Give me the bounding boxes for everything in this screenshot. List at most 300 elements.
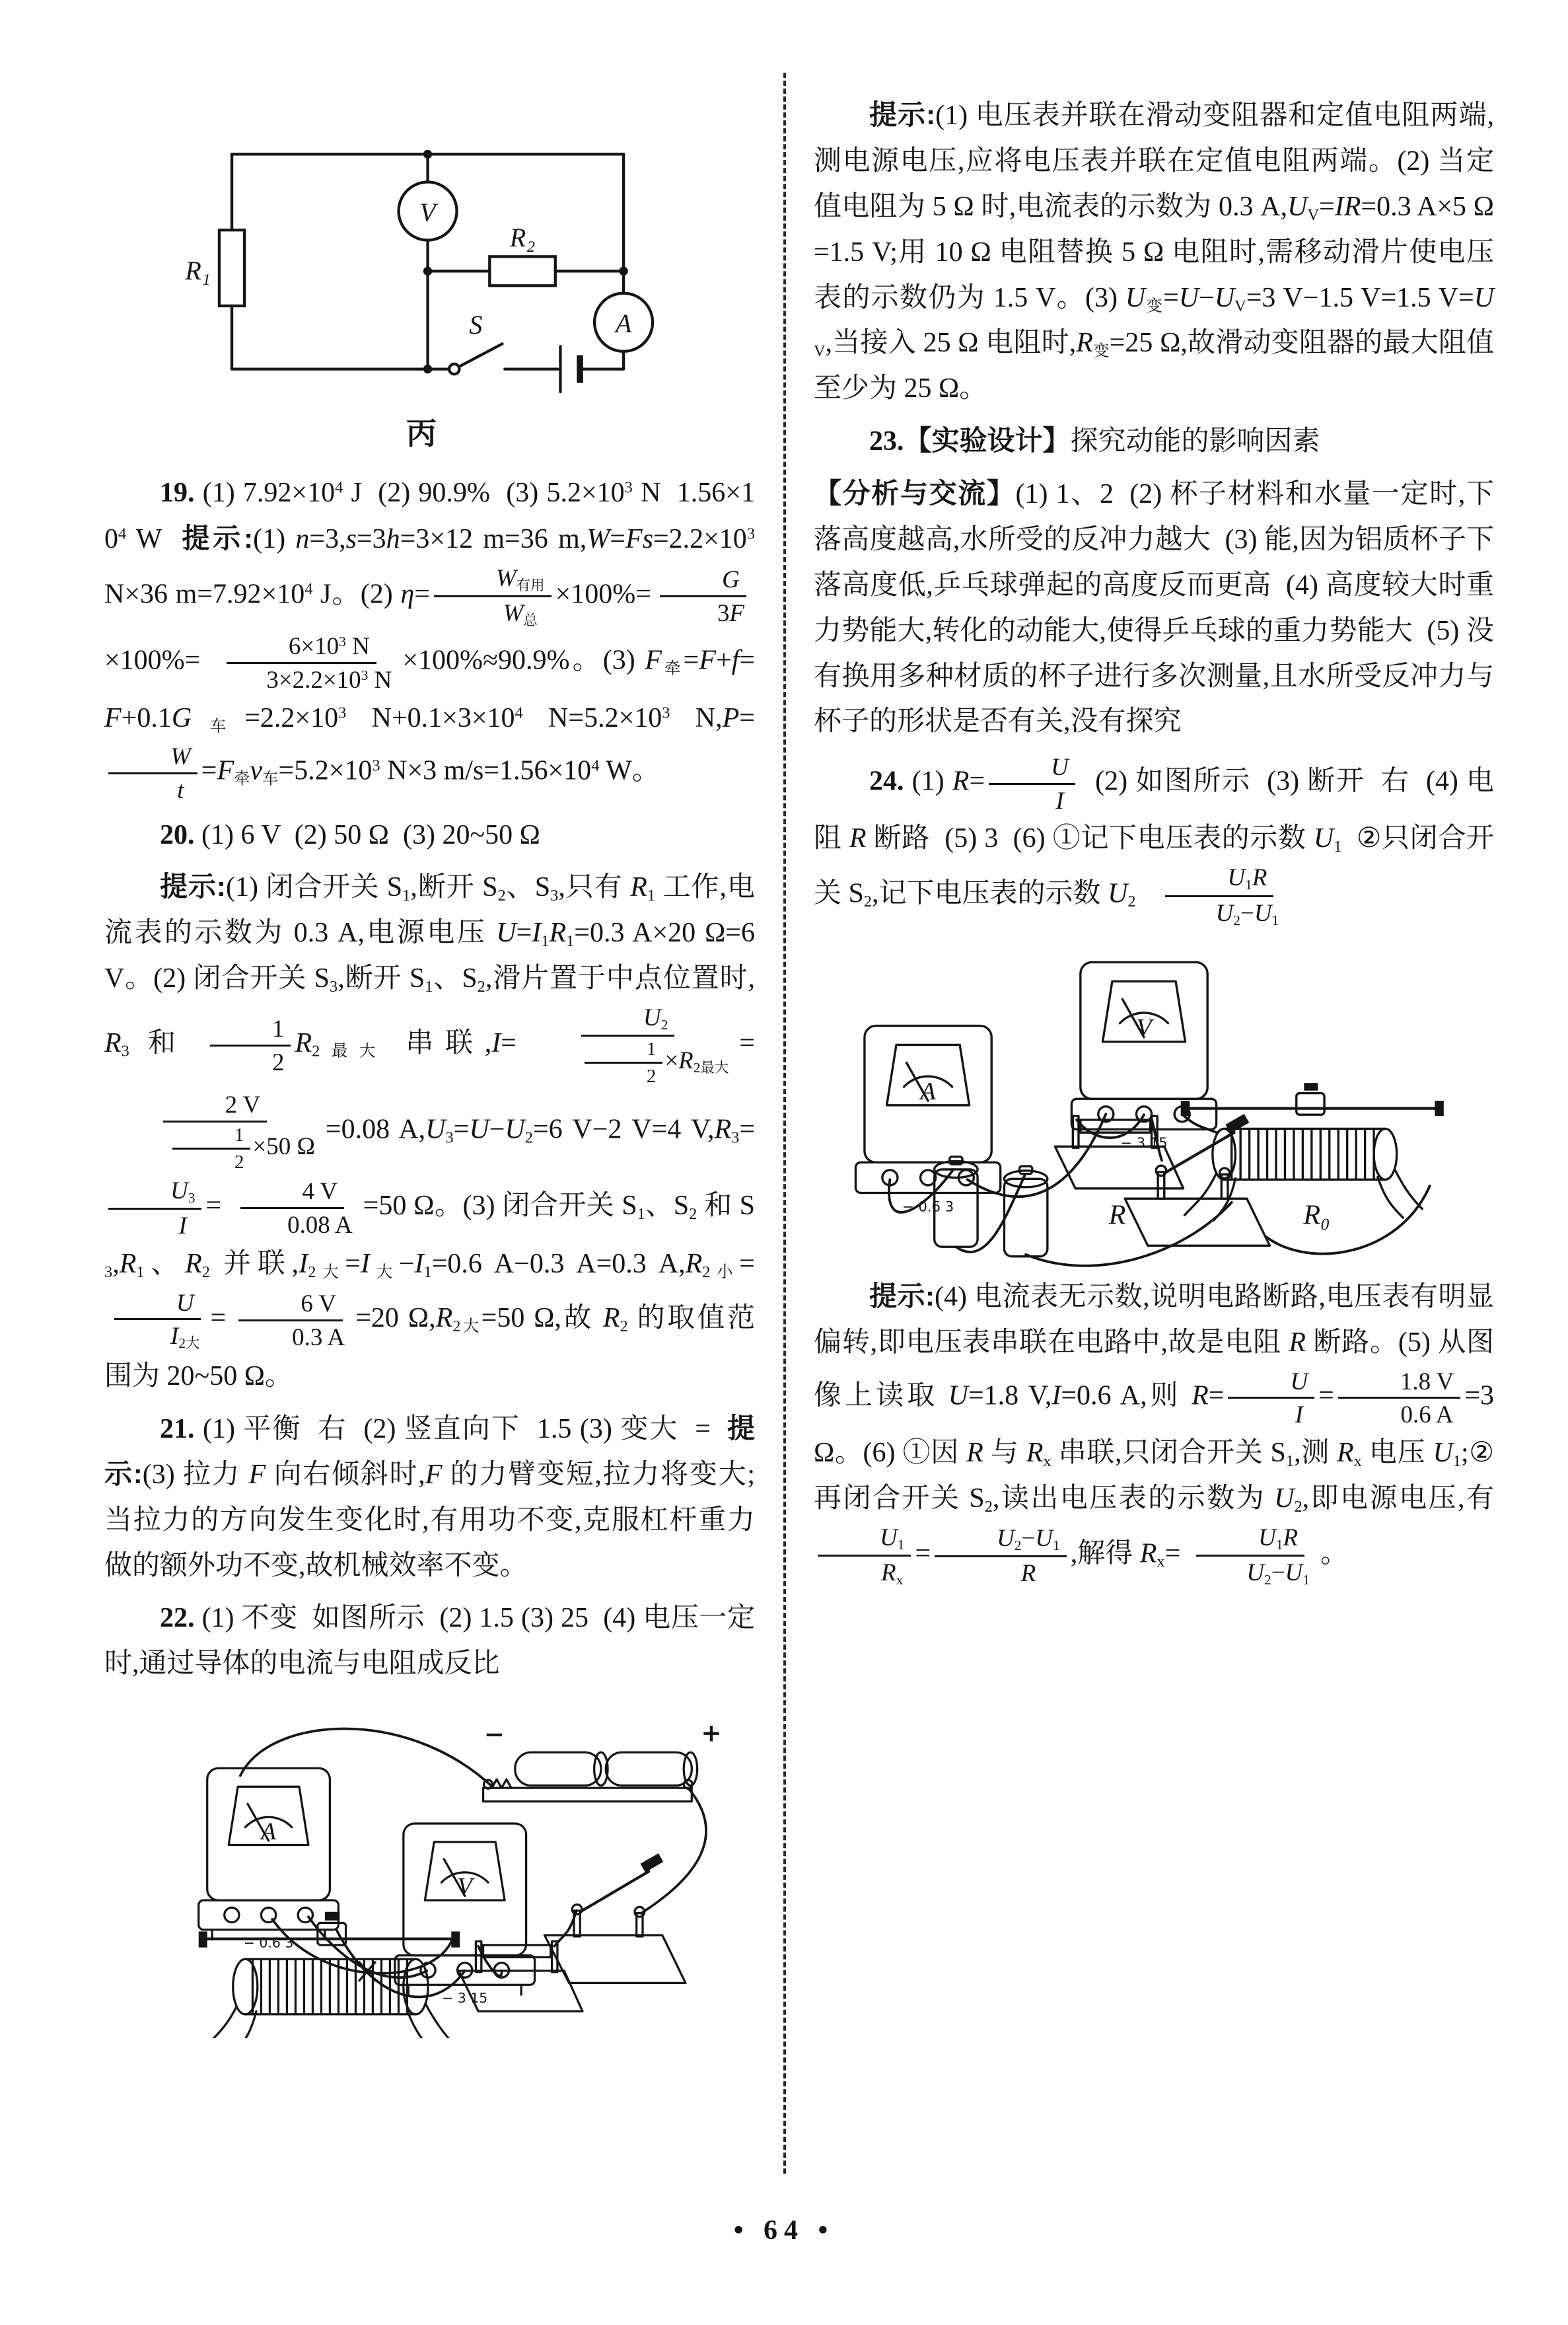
fraction-numerator (238, 1289, 343, 1321)
answer-number: 22. (160, 1603, 195, 1633)
fraction-denominator (210, 1047, 291, 1077)
fraction (108, 1176, 201, 1240)
text-run: 2 (646, 1066, 657, 1088)
resistor-r1-label: R₁ (185, 255, 211, 285)
text-run: + (715, 646, 732, 677)
variable: R (185, 1248, 202, 1279)
subscript: 总 (523, 612, 538, 629)
subscript: 车 (192, 717, 245, 735)
right-column-text-top (814, 92, 1494, 930)
fraction-numerator (108, 742, 197, 774)
subscript: 2 (524, 1128, 533, 1147)
fraction (935, 1524, 1067, 1588)
variable: W (587, 523, 610, 554)
resistor-r-label: R (1108, 1199, 1126, 1231)
text-run: =3×12 m=36 m, (400, 523, 587, 554)
fraction-denominator (441, 597, 544, 629)
text-run: = (205, 1191, 222, 1222)
fraction-numerator (1228, 1367, 1314, 1399)
text-run: (1) 平衡 右 (2) 竖直向下 1.5 (3) 变大 = (194, 1413, 727, 1444)
text-run: = (683, 646, 699, 677)
variable: I (1055, 786, 1064, 814)
subscript: 2 (201, 1263, 210, 1281)
text-run: (1) (904, 766, 952, 797)
subscript: x (1353, 1452, 1362, 1470)
fraction-denominator (115, 774, 190, 805)
text-run: (1) 6 V (2) 50 Ω (3) 20~50 Ω (194, 819, 540, 850)
variable: R (685, 1248, 703, 1279)
fraction (210, 1014, 291, 1076)
text-run: (4) 电流表无示数,说明电路断路,电压表有明显偏转,即电压表串联在电路中,故是电阻 (814, 1281, 1494, 1358)
subscript: 3 (445, 1128, 454, 1147)
variable: R (549, 918, 567, 949)
subscript: 3 (550, 887, 559, 905)
variable: U (1258, 1523, 1276, 1551)
fraction-numerator (114, 1288, 201, 1321)
variable: U (1108, 878, 1128, 909)
text-run: , (112, 1248, 120, 1279)
subscript: V (1307, 205, 1320, 224)
fraction-denominator (959, 1557, 1043, 1588)
rheostat-22 (199, 1911, 460, 2038)
superscript: 4 (118, 525, 127, 543)
text-run: N (368, 665, 392, 693)
variable: G (171, 702, 192, 733)
subscript: x (1157, 1552, 1165, 1570)
fraction (520, 1003, 735, 1088)
text-run: ,记下电压表的示数 (872, 878, 1108, 909)
subscript: 2 (620, 1317, 628, 1335)
text-run: ,当接入 25 Ω 电阻时, (825, 328, 1077, 359)
subscript: 2大 (308, 1263, 345, 1281)
variable: P (722, 702, 740, 733)
variable: U (1474, 282, 1494, 313)
paragraph (814, 471, 1494, 745)
text-run: 的取值范围为 20~50 Ω。 (104, 1302, 755, 1391)
text-run: = (739, 702, 755, 733)
answer-number: 19. (160, 478, 195, 508)
subscript: 2 (477, 978, 485, 996)
text-run: =3 V−1.5 V=1.5 V= (1246, 282, 1474, 313)
battery-minus-sign: − (483, 1720, 505, 1749)
subscript: 1 (1452, 1452, 1462, 1470)
text-run: =3 Ω。(6) ①因 (814, 1380, 1501, 1468)
subscript: 3 (330, 978, 338, 996)
subscript: 1 (637, 1204, 645, 1223)
variable: U (997, 1524, 1015, 1551)
superscript: 3 (361, 667, 369, 684)
text-run: 0.3 A (292, 1323, 345, 1350)
superscript: 3 (746, 525, 755, 543)
text-run: =0.08 A, (325, 1114, 426, 1145)
text-run: +0.1 (121, 702, 172, 733)
variable: W (170, 743, 191, 770)
text-run: = (739, 1114, 755, 1145)
ammeter-letter: A (920, 1078, 936, 1106)
variable: I (299, 1248, 308, 1279)
fraction-denominator (108, 1123, 322, 1173)
battery-plus-sign: + (701, 1718, 722, 1748)
ammeter-letter: A (261, 1818, 276, 1845)
text-run: ,断开 S (338, 963, 425, 994)
left-column-text (104, 470, 762, 1687)
subscript: 1 (1275, 1536, 1283, 1553)
subscript: 变 (1092, 342, 1110, 361)
text-run: 2 (234, 1151, 244, 1173)
variable: U (1287, 191, 1308, 222)
bold-label: 提示: (869, 99, 936, 130)
subscript: 车 (262, 770, 279, 788)
text-run: 2 (271, 1048, 285, 1076)
text-run: ;②再闭合开关 S (814, 1437, 1494, 1514)
variable: R (1337, 1437, 1354, 1468)
fraction (225, 1177, 359, 1239)
ammeter-letter: A (615, 309, 632, 339)
fraction (204, 632, 398, 694)
text-run: − (1240, 899, 1254, 926)
fraction (230, 1289, 351, 1351)
variable: U (1125, 282, 1146, 313)
spring-contact (492, 1779, 512, 1788)
text-run: 。 (1320, 1537, 1348, 1568)
variable: R (881, 1558, 896, 1586)
variable: R (966, 1437, 983, 1468)
variable: U (176, 1288, 194, 1316)
text-run: 和 S (697, 1191, 756, 1222)
fraction (108, 1288, 206, 1352)
superscript: 4 (515, 704, 523, 722)
resistor-r2-label: R₂ (509, 223, 536, 253)
fraction-denominator (204, 664, 398, 694)
subscript: x (896, 1571, 904, 1588)
text-run: = (915, 1537, 931, 1568)
text-run: 1 (234, 1124, 244, 1146)
variable: h (386, 523, 400, 554)
text-run: N, (670, 702, 723, 733)
variable: U (469, 1114, 489, 1145)
paragraph (104, 864, 762, 1399)
variable: U (1285, 1558, 1303, 1586)
subscript: 3 (188, 1190, 196, 1206)
subscript: 2大 (178, 1335, 200, 1352)
paragraph (814, 1274, 1501, 1590)
variable: U (1178, 282, 1199, 313)
subscript: 3 (121, 1042, 129, 1060)
text-run: − (398, 1248, 415, 1279)
ammeter-terminal-marks: − 0.6 3 (902, 1198, 954, 1215)
resistor-r1-symbol (219, 230, 244, 306)
variable: U (1290, 1367, 1308, 1395)
voltmeter-22 (395, 1824, 535, 2006)
text-run: = (1164, 1537, 1181, 1568)
battery-symbol (560, 346, 583, 392)
text-run: 与 (983, 1437, 1026, 1468)
variable: R (1139, 1537, 1157, 1568)
text-run: ,只有 (558, 872, 631, 903)
fraction-denominator (1339, 1399, 1460, 1429)
text-run: 工作,电流表的示数为 0.3 A,电源电压 (104, 872, 756, 949)
variable: R (602, 1302, 620, 1333)
voltmeter-letter: V (419, 197, 436, 227)
text-run: = (201, 756, 217, 787)
text-run: N (345, 632, 370, 660)
text-run: 向右倾斜时, (266, 1459, 425, 1491)
subscript: 2最大 (312, 1042, 388, 1060)
fraction-numerator (434, 564, 552, 597)
subscript: 1 (1053, 1537, 1060, 1553)
text-run: 1.8 V (1400, 1367, 1454, 1395)
text-run: 3 (717, 599, 730, 627)
text-run: ,测 (1294, 1437, 1337, 1468)
text-run: =0.6 A,则 (1061, 1380, 1192, 1411)
subscript: V (814, 342, 826, 361)
text-run: ,解得 (1070, 1537, 1140, 1568)
text-run: 3×2.2×10 (266, 665, 361, 693)
variable: R (104, 1027, 122, 1058)
text-run: W (126, 523, 182, 554)
text-run: (1) 闭合开关 S (225, 872, 403, 903)
variable: F (699, 646, 716, 677)
subscript: 1 (1245, 877, 1252, 893)
text-run: − (1271, 1558, 1285, 1586)
text-run: ×100%≈90.9%。(3) (402, 646, 645, 677)
answer-number: 23. (869, 426, 904, 457)
text-run: J。(2) (312, 579, 401, 610)
variable: R (1076, 328, 1093, 359)
variable: U (505, 1114, 525, 1145)
switch-pivot (449, 364, 459, 374)
fraction (1184, 1523, 1316, 1589)
right-column (814, 92, 1501, 1596)
page-number: • 64 • (733, 2215, 835, 2246)
text-run: 并联, (209, 1248, 299, 1279)
switch-label: S (469, 310, 483, 340)
subscript: 3 (104, 1263, 113, 1281)
fraction (108, 742, 197, 804)
subscript: 1 (897, 1536, 905, 1553)
voltmeter-terminal-marks: − 3 15 (442, 1989, 488, 2006)
text-run: ,即电源电压,有 (1302, 1483, 1501, 1514)
text-run: =50 Ω,故 (481, 1302, 603, 1333)
text-run: = (1208, 1380, 1225, 1411)
text-run (1136, 879, 1150, 909)
variable: U (1215, 899, 1234, 926)
paragraph (814, 751, 1494, 930)
fraction-denominator (1233, 1399, 1310, 1429)
bold-label: 【实验设计】 (904, 425, 1071, 457)
text-run: ,滑片置于中点位置时, (485, 963, 755, 994)
variable: R (119, 1248, 137, 1279)
bold-label: 提示: (160, 871, 226, 903)
subscript: V (1234, 297, 1246, 315)
variable: F (248, 1459, 266, 1491)
fraction-numerator (581, 1003, 674, 1037)
text-run: ×100%= (555, 579, 651, 610)
variable: s (345, 523, 357, 554)
variable: U (1246, 1558, 1264, 1586)
figure-bing-caption: 丙 (406, 417, 437, 451)
variable: R (714, 1114, 732, 1145)
battery-short-plate (577, 355, 583, 383)
fraction (434, 564, 552, 630)
fraction-numerator (1338, 1367, 1460, 1399)
text-run: 探究动能的影响因素 (1070, 426, 1320, 457)
subscript: 变 (1145, 297, 1164, 315)
variable: U (948, 1380, 968, 1411)
knife-switch-22 (544, 1853, 686, 1983)
text-run: 4 V (302, 1177, 338, 1205)
text-run: W。 (599, 756, 660, 787)
text-run: N+0.1×3×10 (346, 702, 515, 733)
text-run: 1 (271, 1015, 285, 1043)
paragraph (104, 813, 755, 858)
rheostat-coil (1232, 1130, 1374, 1178)
subscript: 1 (541, 932, 550, 951)
text-run: (1) 1、2 (2) 杯子材料和水量一定时,下落高度越高,水所受的反冲力越大 (3) 能,因为铝质杯子下落高度低,乒乓球弹起的高度反而更高 (4) 高度较大时重力势能大,转化的动能大,使得乒乓球的重力势能大 (5) 没有换用多种材质的杯子进行多次测量,且水所受反冲力与杯子的形状是否有关,没有探究 (814, 479, 1494, 737)
text-run: =25 Ω,故滑动变阻器的最大阻值至少为 25 Ω。 (814, 328, 1494, 404)
fraction-numerator (585, 1038, 662, 1064)
bold-label: 提示: (869, 1280, 935, 1311)
variable: G (722, 566, 740, 593)
text-run: = (210, 1302, 227, 1333)
text-run: =6 V−2 V=4 V, (532, 1114, 715, 1145)
text-run: =3, (309, 523, 346, 554)
fraction-numerator (163, 1090, 267, 1123)
voltmeter-letter: V (457, 1873, 473, 1901)
variable: F (425, 1459, 443, 1491)
voltmeter-terminal-marks: − 3 15 (1120, 1134, 1168, 1152)
text-run: 2 V (225, 1091, 261, 1119)
rheostat-left-legs (203, 2006, 256, 2038)
subscript: 2小 (702, 1263, 740, 1281)
text-run: 断路。(5) 从图像上读取 (814, 1327, 1494, 1411)
text-run: = (516, 918, 532, 949)
text-run: =50 Ω。(3) 闭合开关 S (363, 1191, 637, 1222)
variable: U (1051, 753, 1069, 781)
subscript: 1 (1285, 1452, 1295, 1470)
variable: R (849, 823, 867, 854)
subscript: 1 (647, 887, 656, 905)
fraction (172, 1124, 250, 1173)
variable: U (643, 1004, 661, 1031)
text-run: 、S (433, 963, 478, 994)
subscript: 2大 (452, 1317, 481, 1335)
text-run: = (1163, 282, 1179, 313)
text-run: N×3 m/s=1.56×10 (380, 756, 592, 787)
fraction (1228, 1367, 1314, 1429)
fraction-denominator (108, 1320, 206, 1352)
fraction-numerator (227, 632, 376, 664)
fraction-denominator (172, 1150, 250, 1173)
paragraph (104, 1596, 755, 1687)
variable: I (532, 918, 542, 949)
text-run: N 1.56×10 (104, 478, 755, 554)
junction-dots (423, 150, 628, 374)
rheostat-r0-label: R₀ (1303, 1199, 1330, 1231)
text-run: = (1318, 1380, 1334, 1411)
fraction-numerator (172, 1124, 250, 1150)
variable: U (1227, 864, 1246, 891)
text-run: J (2) 90.9% (3) 5.2×10 (343, 478, 625, 508)
variable: U (1214, 282, 1235, 313)
text-run: = (969, 766, 985, 797)
subscript: 2 (1127, 893, 1136, 911)
variable: t (177, 776, 184, 803)
subscript: 大 (369, 1263, 399, 1281)
fraction (108, 1090, 322, 1173)
paragraph (104, 470, 762, 806)
fraction-numerator (210, 1014, 291, 1047)
subscript: 2 (497, 887, 506, 905)
text-run: =1.8 V, (968, 1380, 1052, 1411)
superscript: 3 (624, 478, 633, 497)
text-run: ,断开 S (410, 872, 498, 903)
fraction (989, 753, 1075, 815)
fraction-denominator (1154, 897, 1286, 929)
switch-blade (580, 1871, 649, 1911)
subscript: x (1043, 1452, 1051, 1470)
subscript: 2 (863, 893, 873, 911)
subscript: 有用 (516, 577, 545, 593)
superscript: 3 (339, 634, 346, 650)
bold-label: 提示: (182, 522, 254, 554)
fraction-denominator (225, 1209, 359, 1239)
subscript: 1 (1334, 838, 1342, 856)
variable: Fs (625, 523, 653, 554)
variable: F (645, 646, 662, 677)
switch-symbol (449, 310, 502, 374)
text-run: ×50 Ω (252, 1132, 315, 1160)
answer-number: 21. (160, 1413, 195, 1444)
figure-experiment-24 (814, 937, 1474, 1267)
subscript: 2 (984, 1497, 993, 1516)
text-run: = (414, 579, 430, 610)
rheostat-right-legs (407, 2004, 454, 2038)
bold-label: 【分析与交流】 (814, 478, 1016, 509)
superscript: 3 (372, 757, 380, 775)
text-run: (1) 7.92×10 (194, 478, 336, 508)
variable: R (1192, 1380, 1209, 1411)
text-run: N×36 m=7.92×10 (104, 523, 762, 610)
subscript: 2 (1294, 1497, 1302, 1516)
fraction (655, 565, 751, 627)
superscript: 4 (304, 579, 313, 598)
figure-experiment-22 (124, 1695, 732, 2038)
text-run: N=5.2×10 (522, 702, 662, 733)
fraction-denominator (230, 1321, 351, 1352)
subscript: 2 (1264, 1571, 1271, 1588)
subscript: 2 (660, 1017, 668, 1033)
variable: R (1026, 1437, 1044, 1468)
text-run: = (1319, 191, 1335, 222)
subscript: 1 (566, 932, 575, 951)
column-divider (783, 73, 786, 2174)
fraction (585, 1038, 662, 1088)
variable: v (250, 756, 263, 787)
text-run: =0.3 A×5 Ω=1.5 V;用 10 Ω 电阻替换 5 Ω 电阻时,需移动滑片使电压表的示数仍为 1.5 V。(3) (814, 191, 1494, 313)
text-run: (1) 不变 如图所示 (2) 1.5 (3) 25 (4) 电压一定时,通过导体的电流与电阻成反比 (104, 1603, 755, 1679)
answer-number: 24. (869, 766, 904, 797)
subscript: 牵 (662, 659, 684, 678)
text-run: (2) 如图所示 (3) 断开 右 (4) 电阻 (814, 766, 1494, 854)
text-run: 电压 (1361, 1437, 1433, 1468)
text-run: 、 (144, 1248, 186, 1279)
variable: U (1274, 1483, 1295, 1514)
variable: R (1283, 1523, 1299, 1551)
subscript: 1 (402, 887, 411, 905)
variable: F (729, 599, 744, 627)
text-run: = (739, 646, 755, 677)
